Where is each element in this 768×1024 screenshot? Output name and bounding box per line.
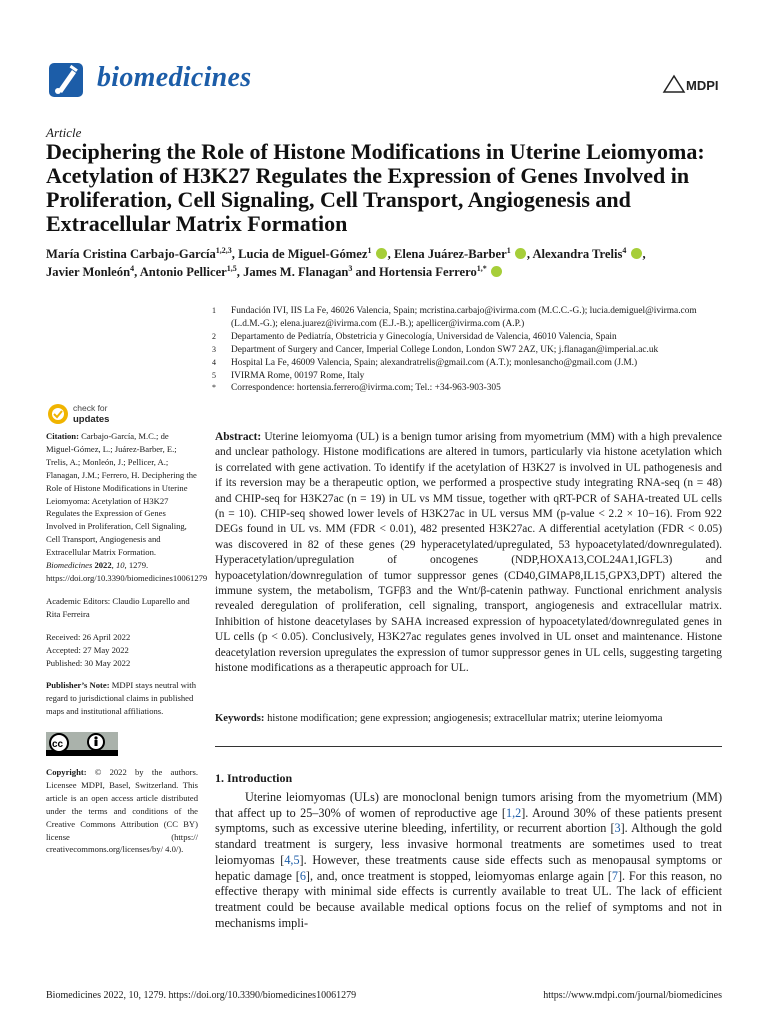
author-separator: , [236, 265, 244, 279]
affiliation-number: 2 [212, 331, 216, 341]
author-separator: , [642, 247, 646, 261]
intro-text: ]. However, these treatments cause side effects such as menopausal symptoms or hepatic damage [ [215, 852, 722, 883]
intro-text: ]. Around 30% of these patients present symptoms, such as excessive uterine bleeding, infertility, or recurrent abortion [ [215, 805, 722, 836]
keywords [215, 711, 722, 726]
orcid-icon[interactable] [491, 266, 502, 277]
citation-journal: Biomedicines [46, 560, 93, 571]
citation-year: 2022 [94, 560, 112, 571]
mdpi-logo-text: MDPI [686, 78, 719, 93]
author-affiliation-sup: 4 [622, 245, 627, 255]
author-name: Javier Monleón [46, 265, 131, 279]
citation-doi-link[interactable]: https://doi.org/10.3390/biomedicines10061279 [46, 572, 208, 583]
mdpi-logo [662, 72, 719, 96]
affiliation-text: Correspondence: hortensia.ferrero@ivirma.com; Tel.: +34-963-903-305 [231, 383, 501, 394]
check-for-updates-badge[interactable] [46, 400, 146, 430]
check-updates-line1: check for [73, 403, 108, 413]
citation-block: Citation: Carbajo-García, M.C.; de Miguel-Gómez, L.; Juárez-Barber, E.; Trelis, A.; Monleón, J.; Pellicer, A.; Flanagan, J.M.; Ferrero, H. Deciphering the Role of Histone Modifications in Uterine Leiomyoma: Acetylation of H3K27 Regulates the Expression of Genes Involved in Proliferation, Cell Signaling, Cell Transport, Angiogenesis and Extracellular Matrix Formation. Biomedicines 2022, 10, 1279. https://doi.org/10.3390/biomedicines10061279 [46, 431, 208, 583]
affiliation-number: 4 [212, 357, 216, 367]
affiliation-number: 1 [212, 306, 216, 315]
author-affiliation-sup: 4 [130, 263, 135, 273]
publisher-note-label: Publisher’s Note: [46, 680, 110, 691]
abstract [215, 430, 722, 677]
footer-journal-url[interactable]: https://www.mdpi.com/journal/biomedicines [543, 990, 722, 1001]
citation-volume: 10 [115, 560, 125, 571]
date-published: Published: 30 May 2022 [46, 657, 131, 668]
academic-editors: Academic Editors: Claudio Luparello and Rita Ferreira [46, 595, 190, 619]
introduction-paragraph [215, 790, 722, 931]
affiliation-number: 5 [212, 370, 216, 380]
author-name: Hortensia Ferrero [378, 265, 477, 279]
copyright-block [46, 766, 198, 856]
author-separator: , [231, 247, 239, 261]
citation-link[interactable]: 3 [614, 821, 621, 836]
author-name: María Cristina Carbajo-García [46, 247, 216, 261]
author-affiliation-sup: 1 [506, 245, 511, 255]
affiliation-number: * [212, 383, 216, 393]
author-affiliation-sup: 1,* [476, 263, 487, 273]
author-affiliation-sup: 3 [348, 263, 353, 273]
author-name: Alexandra Trelis [532, 247, 623, 261]
author-separator: , [134, 265, 140, 279]
publisher-note-text: MDPI stays neutral with regard to jurisdictional claims in published maps and institutional affiliations. [46, 680, 196, 717]
affiliation-row [212, 370, 722, 383]
keywords-text: histone modification; gene expression; angiogenesis; extracellular matrix; uterine leiomyoma [267, 713, 663, 724]
intro-text: Uterine leiomyomas (ULs) are monoclonal benign tumors arising from the myometrium (MM) that affect up to 25–30% of women of reproductive age [ [215, 790, 722, 820]
copyright-text: © 2022 by the authors. Licensee MDPI, Basel, Switzerland. This article is an open access article distributed under the terms and conditions of the Creative Commons Attribution (CC BY) license (https:// creativecommons.org/licenses/by/ 4.0/). [46, 767, 198, 855]
citation-link[interactable]: 7 [611, 868, 618, 883]
affiliation-row [212, 305, 722, 331]
affiliations [212, 305, 722, 395]
sidebar [46, 430, 208, 866]
author-name: Elena Juárez-Barber [393, 247, 507, 261]
affiliation-text: Fundación IVI, IIS La Fe, 46026 Valencia, Spain; mcristina.carbajo@ivirma.com (M.C.C.-G.); lucia.demiguel@ivirma.com (L.d.M.-G.); elena.juarez@ivirma.com (E.J.-B.); apellicer@ivirma.com (A.P.) [231, 306, 697, 329]
intro-text: ], and, once treatment is stopped, leiomyomas enlarge again [ [305, 868, 612, 883]
affiliation-text: Departamento de Pediatría, Obstetricia y Ginecología, Universidad de Valencia, 46010 Valencia, Spain [231, 331, 617, 342]
affiliation-text: Department of Surgery and Cancer, Imperial College London, London SW7 2AZ, UK; j.flanagan@imperial.ac.uk [231, 344, 659, 355]
affiliation-text: Hospital La Fe, 46009 Valencia, Spain; alexandratrelis@gmail.com (A.T.); monlesancho@gmail.com (J.M.) [231, 357, 638, 368]
affiliation-row [212, 382, 722, 395]
dates-block [46, 631, 198, 670]
author-list [46, 245, 726, 281]
affiliation-row [212, 331, 722, 344]
introduction-heading: 1. Introduction [215, 771, 293, 785]
affiliation-row [212, 344, 722, 357]
copyright-label: Copyright: [46, 767, 87, 778]
orcid-icon[interactable] [515, 248, 526, 259]
citation-label: Citation: [46, 431, 79, 441]
journal-logo-icon [46, 60, 86, 100]
citation-pages: 1279. [128, 560, 149, 571]
footer-citation: Biomedicines 2022, 10, 1279. https://doi.org/10.3390/biomedicines10061279 [46, 990, 357, 1001]
author-separator: , [387, 247, 394, 261]
citation-link[interactable]: 4,5 [284, 852, 300, 867]
date-received: Received: 26 April 2022 [46, 631, 131, 642]
article-title: Deciphering the Role of Histone Modifications in Uterine Leiomyoma: Acetylation of H3K27 Regulates the Expression of Genes Involved in Proliferation, Cell Signaling, Cell Transport, Angiogenesis and Extracellular Matrix Formation [46, 139, 705, 236]
orcid-icon[interactable] [376, 248, 387, 259]
author-name: Lucia de Miguel-Gómez [238, 247, 368, 261]
citation-text: Carbajo-García, M.C.; de Miguel-Gómez, L.; Juárez-Barber, E.; Trelis, A.; Monleón, J.; Pellicer, A.; Flanagan, J.M.; Ferrero, H. Deciphering the Role of Histone Modifications in Uterine Leiomyoma: Acetylation of H3K27 Regulates the Expression of Genes Involved in Proliferation, Cell Signaling, Cell Transport, Angiogenesis and Extracellular Matrix Formation. [46, 431, 197, 558]
abstract-text: Uterine leiomyoma (UL) is a benign tumor arising from myometrium (MM) with a high prevalence and unclear pathology. Histone modifications are altered in tumors, particularly via histone acetylation which is correlated with gene activation. To identify if the acetylation of H3K27 is involved in UL pathogenesis and if its reversion may be a therapeutic option, we performed a prospective study integrating RNA-seq (n = 48) and CHIP-seq for H3K27ac (n = 19) in UL vs MM tissue, together with qRT-PCR of SAHA-treated UL cells (n = 10). CHIP-seq showed lower levels of H3K27ac in UL versus MM (p-value < 2.2 × 10−16). From 922 DEGs found in UL vs. MM (FDR < 0.01), 482 presented H3K27ac. A differential acetylation (FDR < 0.05) was discovered in 82 of these genes (29 hyperacetylated/upregulated, 53 hypoacetylated/downregulated). Hyperacetylation/upregulation of oncogenes (NDP,HOXA13,COL24A1,IGFL3) and hypoacetylation/downregulation of tumor suppressor genes (CD40,GIMAP8,IL15,GPX3,DPT) altered the immune system, the metabolism, TGFβ3 and the Wnt/β-catenin pathway. Functional enrichment analysis revealed deregulation of proliferation, cell signaling, transport, angiogenesis and extracellular matrix. Inhibition of histone deacetylases by SAHA increased expression of hypoacetylated/downregulated genes in UL cells (p < 0.05). Conclusively, H3K27ac regulates genes involved in UL onset and maintenance. Histone deacetylation reversion upregulates the expression of tumor suppressor genes in UL cells, suggesting targeting histone modifications as a therapeutic approach for UL. [215, 431, 722, 675]
citation-link[interactable]: 6 [299, 868, 306, 883]
author-affiliation-sup: 1,5 [226, 263, 237, 273]
date-accepted: Accepted: 27 May 2022 [46, 644, 129, 655]
section-divider [215, 746, 722, 747]
journal-name: biomedicines [97, 62, 252, 93]
article-type: Article [46, 125, 82, 140]
cc-by-license-icon[interactable] [46, 732, 118, 756]
orcid-icon[interactable] [631, 248, 642, 259]
author-affiliation-sup: 1,2,3 [215, 245, 232, 255]
author-separator: , [526, 247, 533, 261]
abstract-label: Abstract: [215, 431, 262, 443]
intro-text: ]. Although the gold standard treatment is surgery, less invasive hormonal treatments are sometimes used to treat leiomyomas [ [215, 821, 723, 867]
affiliation-number: 3 [212, 344, 216, 354]
author-name: James M. Flanagan [243, 265, 349, 279]
author-separator: and [352, 265, 379, 279]
citation-link[interactable]: 1,2 [505, 805, 522, 820]
keywords-label: Keywords: [215, 713, 265, 724]
publisher-note [46, 679, 198, 718]
svg-text:cc: cc [52, 739, 64, 751]
affiliation-row [212, 357, 722, 370]
intro-text: ]. For this reason, no effective therapy with minimal side effects is currently available to treat UL. The lack of efficient treatment could be because available medical options focus on the relief of symptoms and not in mechanisms impli- [215, 868, 723, 930]
author-name: Antonio Pellicer [139, 265, 227, 279]
affiliation-text: IVIRMA Rome, 00197 Rome, Italy [231, 370, 365, 381]
check-updates-line2: updates [73, 414, 110, 425]
author-affiliation-sup: 1 [367, 245, 372, 255]
